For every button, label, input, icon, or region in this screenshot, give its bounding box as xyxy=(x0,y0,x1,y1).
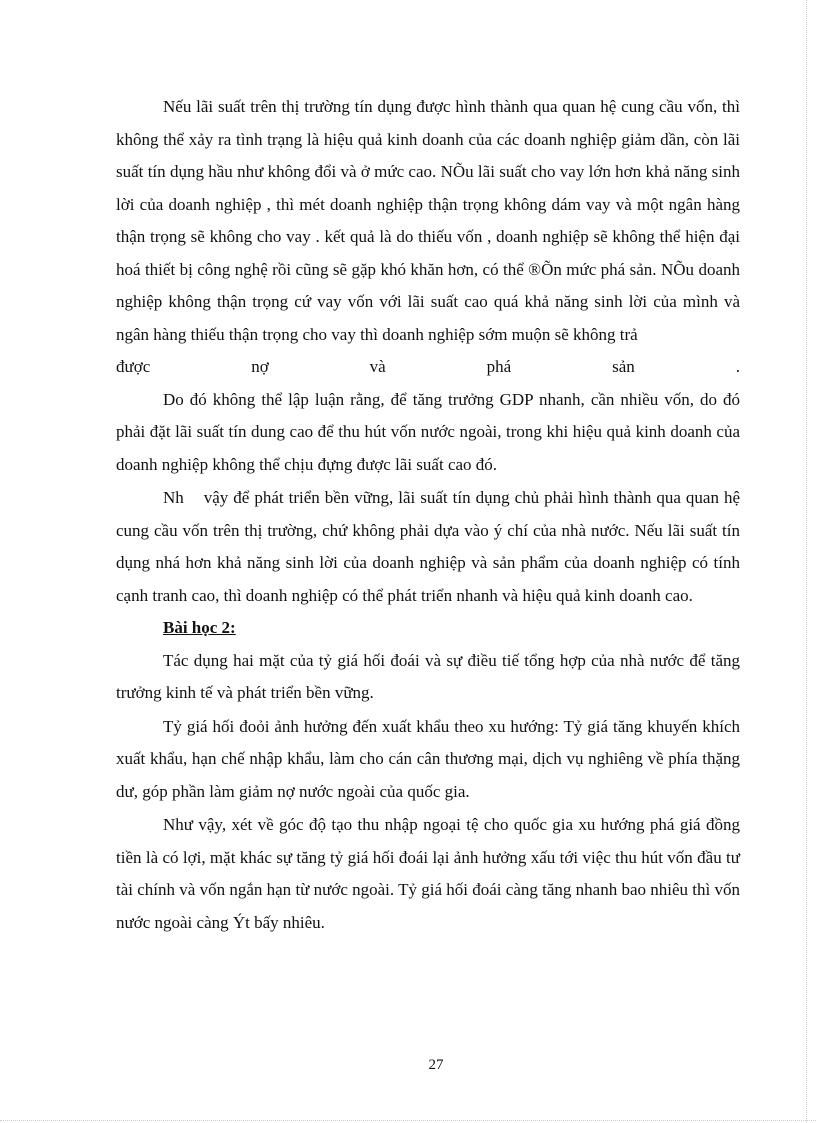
section-heading: Bài học 2: xyxy=(163,618,236,637)
page-body xyxy=(116,91,745,939)
paragraph-sustainable-development: Nh vậy để phát triển bền vững, lãi suất tín dụng chủ phải hình thành qua quan hệ cung cầu vốn trên thị trường, chứ không phải dựa vào ý chí của nhà nước. Nếu lãi suất tín dụng nhá hơn khả năng sinh lời của doanh nghiệp và sản phẩm của doanh nghiệp có tính cạnh tranh cao, thì doanh nghiệp có thể phát triển nhanh và hiệu quả kinh doanh cao. xyxy=(116,488,745,605)
page-number: 27 xyxy=(428,1057,444,1073)
paragraph-continuation: được nợ và phá sản . xyxy=(116,357,740,376)
page-border-bottom xyxy=(0,1120,816,1121)
paragraph-interest-rate: Nếu lãi suất trên thị trường tín dụng được hình thành qua quan hệ cung cầu vốn, thì không thể xảy ra tình trạng là hiệu quả kinh doanh của các doanh nghiệp giảm dần, còn lãi suất tín dụng hầu như không đổi và ở mức cao. NÕu lãi suất cho vay lớn hơn khả năng sinh lời của doanh nghiệp , thì mét doanh nghiệp thận trọng không dám vay và một ngân hàng thận trọng sẽ không cho vay . kết quả là do thiếu vốn , doanh nghiệp sẽ không thể hiện đại hoá thiết bị công nghệ rồi cũng sẽ gặp khó khăn hơn, có thể ®Õn mức phá sản. NÕu doanh nghiệp không thận trọng cứ vay vốn với lãi suất cao quá khả năng sinh lời của mình và ngân hàng thiếu thận trọng cho vay thì doanh nghiệp sớm muộn sẽ không trả xyxy=(116,97,740,344)
paragraph-exchange-rate-capital: Như vậy, xét về góc độ tạo thu nhập ngoại tệ cho quốc gia xu hướng phá giá đồng tiền là có lợi, mặt khác sự tăng tỷ giá hối đoái lại ảnh hưởng xấu tới việc thu hút vốn đầu tư tài chính và vốn ngắn hạn từ nước ngoài. Tỷ giá hối đoái càng tăng nhanh bao nhiêu thì vốn nước ngoài càng Ýt bấy nhiêu. xyxy=(116,815,740,932)
paragraph-exchange-rate-exports: Tỷ giá hối đoỏi ảnh hưởng đến xuất khẩu theo xu hướng: Tỷ giá tăng khuyến khích xuất khẩu, hạn chế nhập khẩu, làm cho cán cân thương mại, dịch vụ nghiêng về phía thặng dư, góp phần làm giảm nợ nước ngoài của quốc gia. xyxy=(116,716,740,801)
page-border-right xyxy=(806,0,807,1123)
paragraph-exchange-rate-effects: Tác dụng hai mặt của tỷ giá hối đoái và sự điều tiế tổng hợp của nhà nước để tăng trưởng kinh tế và phát triển bền vững. xyxy=(116,650,740,702)
paragraph-gdp-argument: Do đó không thể lập luận rằng, để tăng trưởng GDP nhanh, cần nhiều vốn, do đó phải đặt lãi suất tín dung cao để thu hút vốn nước ngoài, trong khi hiệu quả kinh doanh của doanh nghiệp không thể chịu đựng được lãi suất cao đó. xyxy=(116,389,740,474)
